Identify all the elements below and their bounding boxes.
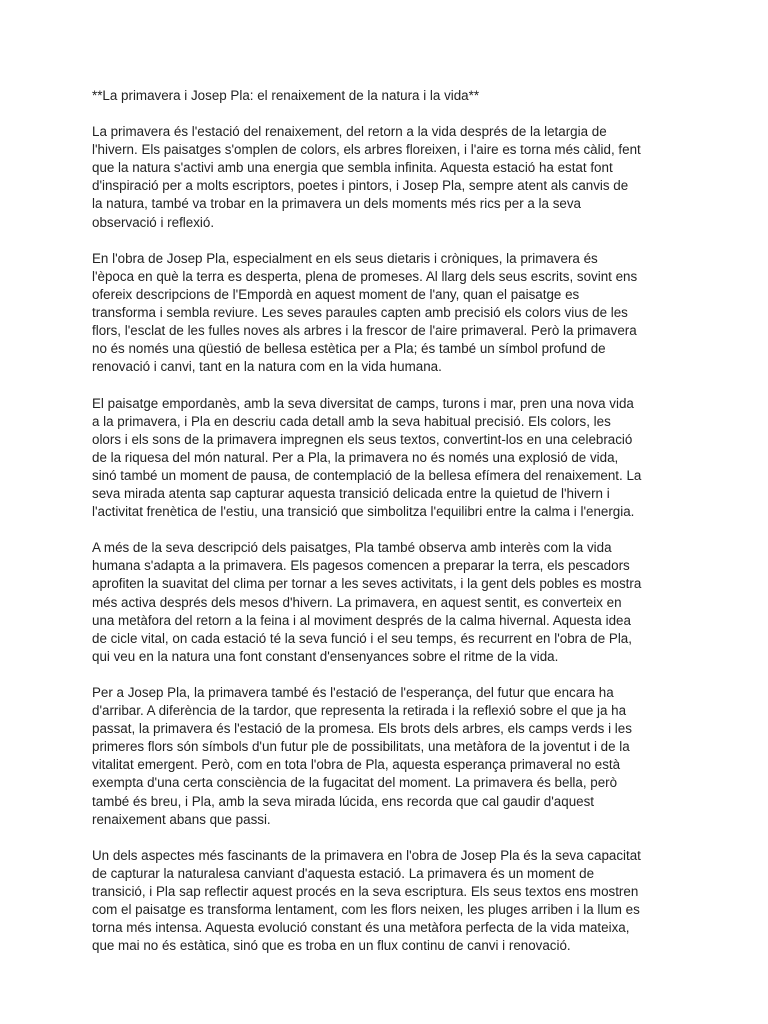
paragraph-1: La primavera és l'estació del renaixement, del retorn a la vida després de la letargia de l'hivern. Els paisatges s'omplen de colors, els arbres floreixen, i l'aire es torna més càlid, fent que la natura s'activi amb una energia que sembla infinita. Aquesta estació ha estat font d'inspiració per a molts escriptors, poetes i pintors, i Josep Pla, sempre atent als canvis de la natura, també va trobar en la primavera un dels moments més rics per a la seva observació i reflexió. — [92, 124, 641, 230]
paragraph-4: A més de la seva descripció dels paisatges, Pla també observa amb interès com la vida humana s'adapta a la primavera. Els pagesos comencen a preparar la terra, els pescadors aprofiten la suavitat del clima per tornar a les seves activitats, i la gent dels pobles es mostra més activa després dels mesos d'hivern. La primavera, en aquest sentit, es converteix en una metàfora del retorn a la feina i al moviment després de la calma hivernal. Aquesta idea de cicle vital, on cada estació té la seva funció i el seu temps, és recurrent en l'obra de Pla, qui veu en la natura una font constant d'ensenyances sobre el ritme de la vida. — [92, 540, 642, 664]
paragraph-5: Per a Josep Pla, la primavera també és l'estació de l'esperança, del futur que encara ha d'arribar. A diferència de la tardor, que representa la retirada i la reflexió sobre el que ja ha passat, la primavera és l'estació de la promesa. Els brots dels arbres, els camps verds i les primeres flors són símbols d'un futur ple de possibilitats, una metàfora de la joventut i de la vitalitat emergent. Però, com en tota l'obra de Pla, aquesta esperança primaveral no està exempta d'una certa consciència de la fugacitat del moment. La primavera és bella, però també és breu, i Pla, amb la seva mirada lúcida, ens recorda que cal gaudir d'aquest renaixement abans que passi. — [92, 685, 632, 827]
document-title: **La primavera i Josep Pla: el renaixement de la natura i la vida** — [92, 88, 480, 103]
paragraph-6: Un dels aspectes més fascinants de la primavera en l'obra de Josep Pla és la seva capacitat de capturar la naturalesa canviant d'aquesta estació. La primavera és un moment de transició, i Pla sap reflectir aquest procés en la seva escriptura. Els seus textos ens mostren com el paisatge es transforma lentament, com les flors neixen, les pluges arriben i la llum es torna més intensa. Aquesta evolució constant és una metàfora perfecta de la vida mateixa, que mai no és estàtica, sinó que es troba en un flux continu de canvi i renovació. — [92, 847, 641, 954]
paragraph-2: En l'obra de Josep Pla, especialment en els seus dietaris i cròniques, la primavera és l'època en què la terra es desperta, plena de promeses. Al llarg dels seus escrits, sovint ens ofereix descripcions de l'Empordà en aquest moment de l'any, quan el paisatge es transforma i sembla reviure. Les seves paraules capten amb precisió els colors vius de les flors, l'esclat de les fulles noves als arbres i la frescor de l'aire primaveral. Però la primavera no és només una qüestió de bellesa estètica per a Pla; és també un símbol profund de renovació i canvi, tant en la natura com en la vida humana. — [92, 250, 638, 375]
paragraph-3: El paisatge empordanès, amb la seva diversitat de camps, turons i mar, pren una nova vida a la primavera, i Pla en descriu cada detall amb la seva habitual precisió. Els colors, les olors i els sons de la primavera impregnen els seus textos, convertint-los en una celebració de la riquesa del món natural. Per a Pla, la primavera no és només una explosió de vida, sinó també un moment de pausa, de contemplació de la bellesa efímera del renaixement. La seva mirada atenta sap capturar aquesta transició delicada entre la quietud de l'hivern i l'activitat frenètica de l'estiu, una transició que simbolitza l'equilibri entre la calma i l'energia. — [92, 395, 642, 520]
document-page — [92, 87, 692, 974]
